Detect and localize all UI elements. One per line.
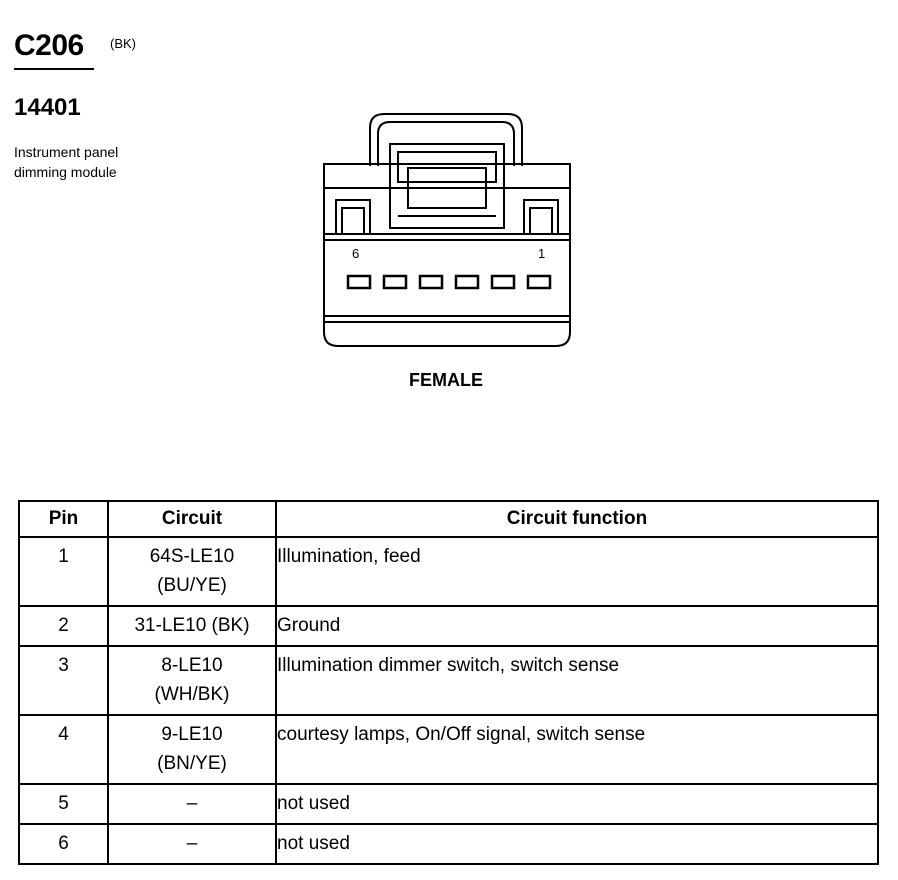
function-cell: courtesy lamps, On/Off signal, switch sense bbox=[276, 715, 878, 784]
table-header-row bbox=[19, 501, 878, 537]
circuit-color: (BU/YE) bbox=[157, 575, 227, 596]
pin-cell: 2 bbox=[19, 606, 108, 646]
connector-face-diagram bbox=[318, 106, 578, 352]
circuit-color: (WH/BK) bbox=[154, 684, 230, 705]
pin-cavities bbox=[348, 276, 550, 288]
circuit-cell bbox=[108, 784, 276, 824]
table-row bbox=[19, 646, 878, 715]
table-row bbox=[19, 537, 878, 606]
circuit-number: 9-LE10 bbox=[161, 724, 223, 745]
pin-cavity-2 bbox=[492, 276, 514, 288]
function-cell: Illumination dimmer switch, switch sense bbox=[276, 646, 878, 715]
pin-cavity-3 bbox=[456, 276, 478, 288]
circuit-number: 64S-LE10 bbox=[149, 546, 235, 567]
function-cell: Illumination, feed bbox=[276, 537, 878, 606]
circuit-color: (BN/YE) bbox=[157, 753, 227, 774]
pinout-table bbox=[18, 500, 879, 865]
component-number: 14401 bbox=[14, 94, 81, 121]
circuit-number: 8-LE10 bbox=[161, 655, 223, 676]
table-row bbox=[19, 715, 878, 784]
pin-cell: 4 bbox=[19, 715, 108, 784]
pin-label-6: 6 bbox=[352, 246, 360, 261]
circuit-number: – bbox=[186, 793, 198, 814]
table-row bbox=[19, 784, 878, 824]
pin-cell: 5 bbox=[19, 784, 108, 824]
circuit-cell bbox=[108, 715, 276, 784]
pin-cavity-4 bbox=[420, 276, 442, 288]
connector-gender-label: FEMALE bbox=[409, 370, 483, 390]
pin-cell: 3 bbox=[19, 646, 108, 715]
header-circuit: Circuit bbox=[108, 501, 276, 537]
function-cell: not used bbox=[276, 824, 878, 864]
connector-color: (BK) bbox=[110, 36, 136, 51]
component-name: Instrument panel dimming module bbox=[14, 144, 119, 180]
pin-cavity-1 bbox=[528, 276, 550, 288]
pin-cell: 1 bbox=[19, 537, 108, 606]
circuit-cell bbox=[108, 606, 276, 646]
circuit-number: 31-LE10 (BK) bbox=[134, 615, 250, 636]
circuit-cell bbox=[108, 824, 276, 864]
circuit-cell bbox=[108, 537, 276, 606]
function-cell: not used bbox=[276, 784, 878, 824]
connector-id: C206 bbox=[14, 29, 84, 62]
function-cell: Ground bbox=[276, 606, 878, 646]
header-circuit-function: Circuit function bbox=[276, 501, 878, 537]
circuit-number: – bbox=[186, 833, 198, 854]
header-pin: Pin bbox=[19, 501, 108, 537]
connector-id-underline bbox=[14, 68, 94, 70]
pin-cell: 6 bbox=[19, 824, 108, 864]
table-row bbox=[19, 824, 878, 864]
table-row bbox=[19, 606, 878, 646]
circuit-cell bbox=[108, 646, 276, 715]
pin-label-1: 1 bbox=[538, 246, 546, 261]
pin-cavity-6 bbox=[348, 276, 370, 288]
pin-cavity-5 bbox=[384, 276, 406, 288]
